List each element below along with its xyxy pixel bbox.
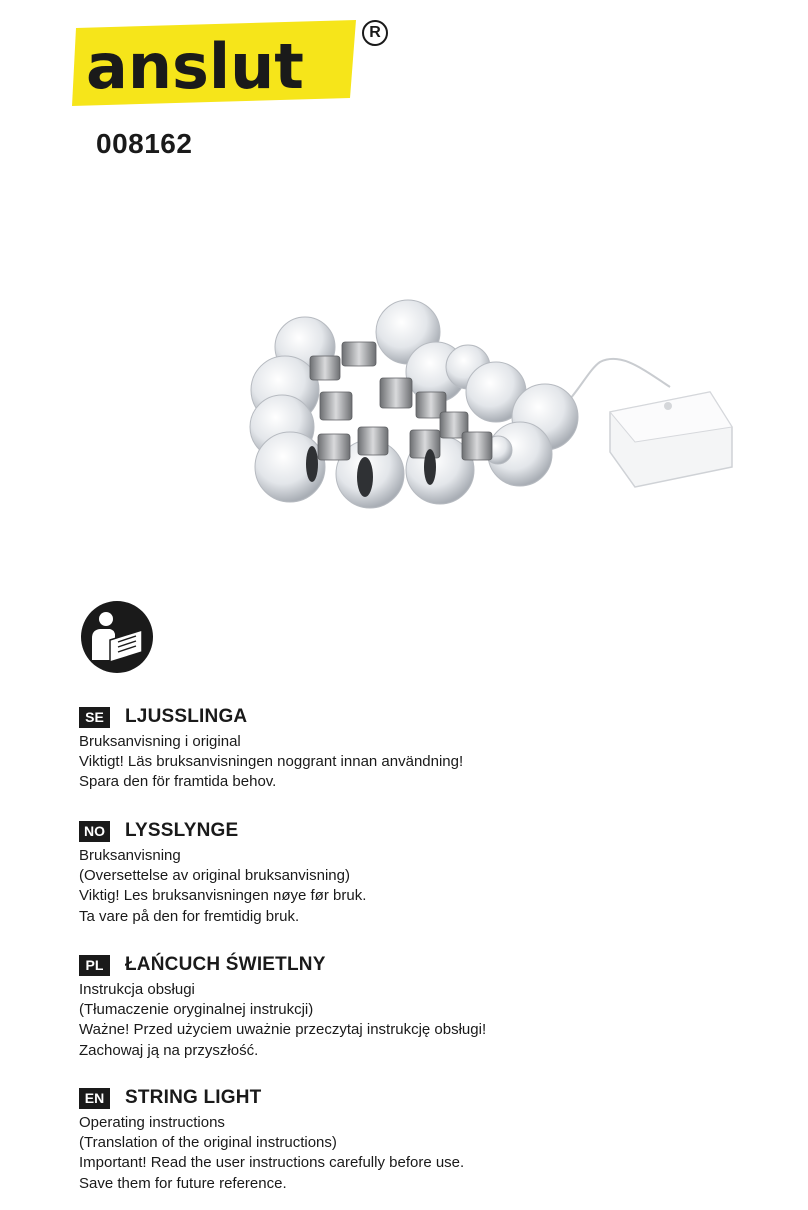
- brand-logo-text: anslut: [86, 30, 304, 103]
- text-line: Instrukcja obsługi: [79, 981, 195, 998]
- text-line: Important! Read the user instructions carefully before use.: [79, 1154, 465, 1172]
- text-line: Zachowaj ją na przyszłość.: [79, 1041, 259, 1059]
- battery-box: [610, 392, 732, 487]
- language-badge-se: SE: [79, 707, 110, 728]
- text-line: Bruksanvisning i original: [79, 733, 241, 750]
- section-pl: [79, 952, 679, 1061]
- product-title-se: LJUSSLINGA: [125, 706, 248, 727]
- text-line: Ważne! Przed użyciem uważnie przeczytaj instrukcję obsługi!: [79, 1021, 487, 1039]
- string-light-product-image: [240, 292, 740, 522]
- text-line: Bruksanvisning: [79, 847, 181, 864]
- text-line: Save them for future reference.: [79, 1174, 287, 1192]
- section-se: [79, 704, 679, 793]
- text-line: (Translation of the original instructions): [79, 1134, 337, 1152]
- product-title-en: STRING LIGHT: [125, 1087, 262, 1108]
- text-line: Viktigt! Läs bruksanvisningen noggrant innan användning!: [79, 753, 464, 771]
- text-line: (Oversettelse av original bruksanvisning): [79, 867, 350, 885]
- product-title-pl: ŁAŃCUCH ŚWIETLNY: [125, 954, 326, 975]
- text-line: Ta vare på den for fremtidig bruk.: [79, 907, 300, 925]
- section-no: [79, 818, 679, 927]
- text-line: (Tłumaczenie oryginalnej instrukcji): [79, 1001, 314, 1019]
- text-line: Viktig! Les bruksanvisningen nøye før bruk.: [79, 887, 367, 905]
- brand-logo: [72, 18, 392, 110]
- language-badge-en: EN: [79, 1088, 110, 1109]
- read-manual-icon: [80, 600, 154, 674]
- language-badge-no: NO: [79, 821, 110, 842]
- text-line: Spara den för framtida behov.: [79, 773, 277, 791]
- section-en: [79, 1085, 679, 1194]
- language-badge-pl: PL: [79, 955, 110, 976]
- article-number: 008162: [96, 128, 193, 159]
- text-line: Operating instructions: [79, 1114, 225, 1131]
- registered-mark: R: [362, 20, 388, 46]
- product-title-no: LYSSLYNGE: [125, 820, 239, 841]
